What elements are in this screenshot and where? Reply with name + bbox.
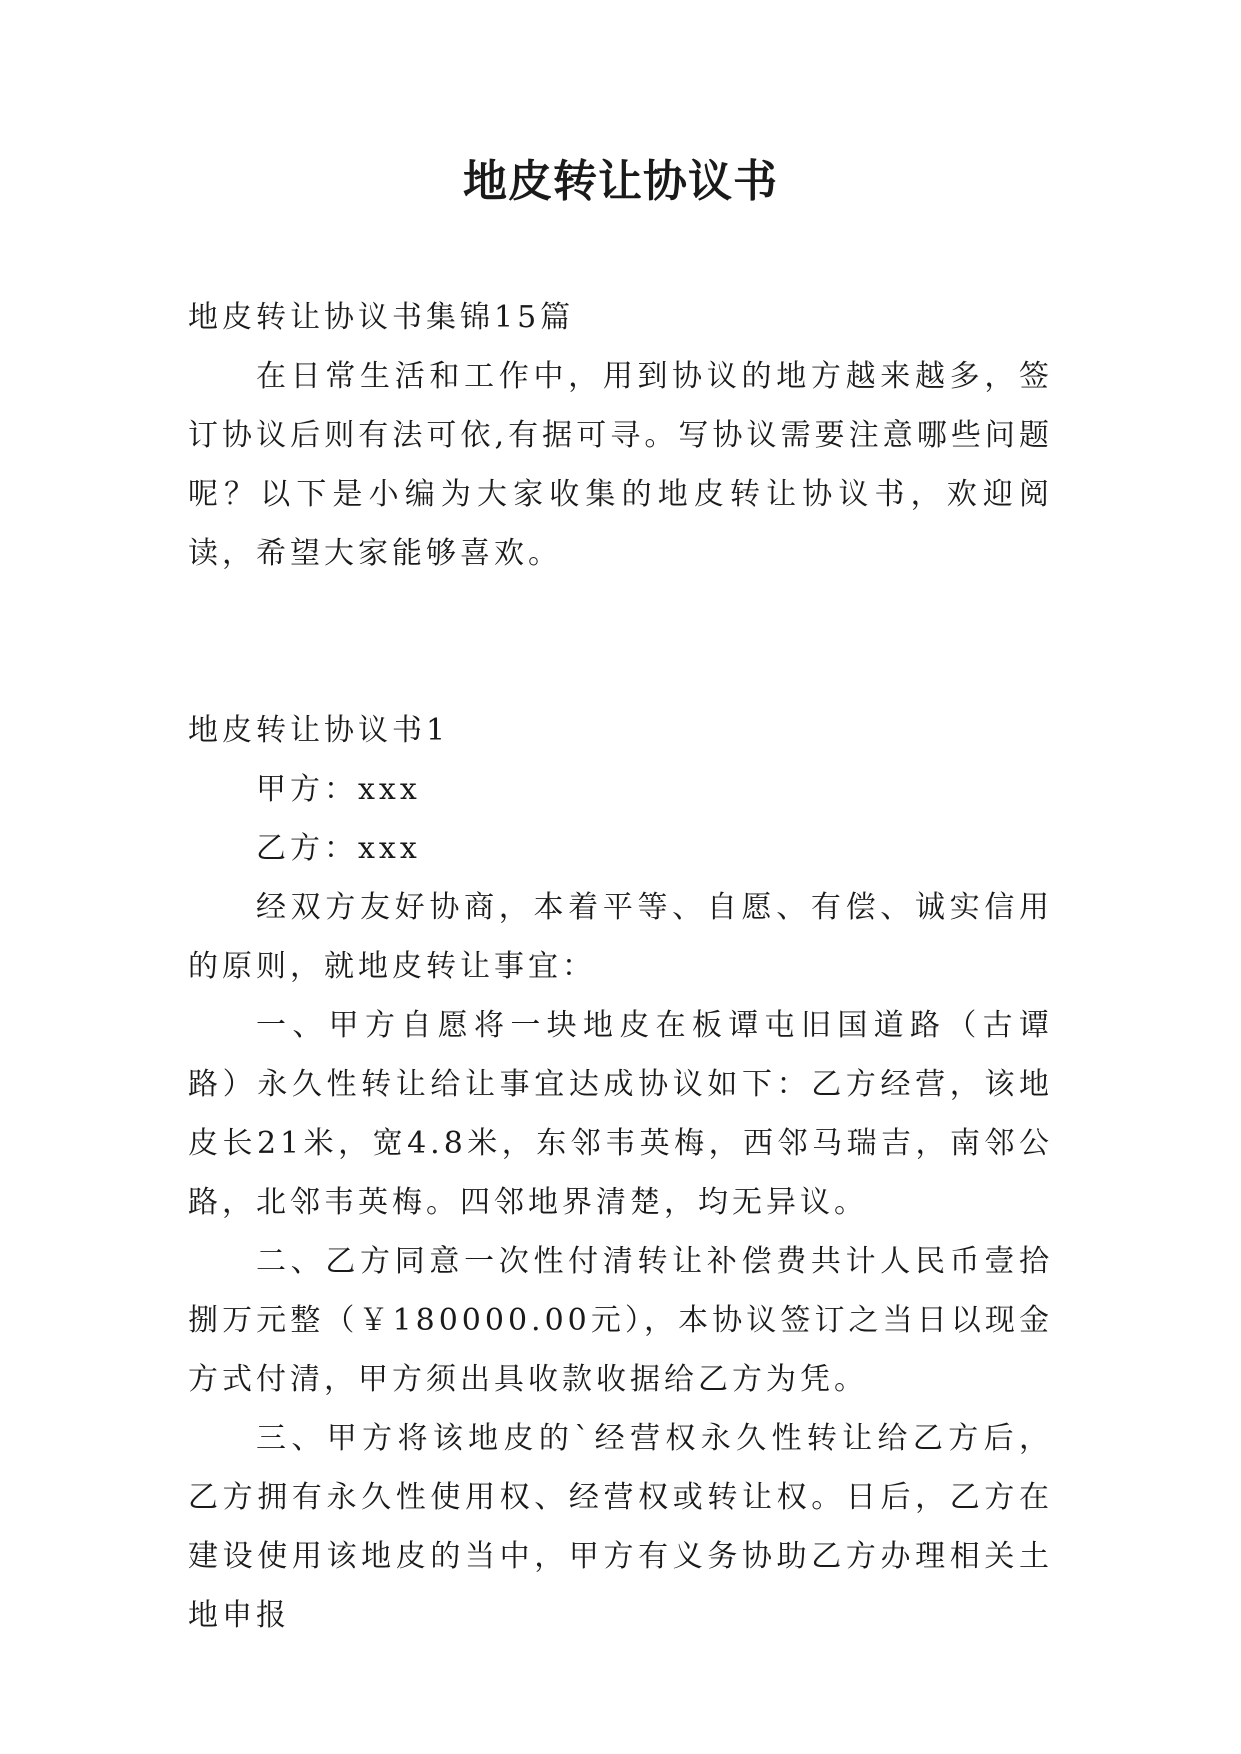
clause-1: 一、甲方自愿将一块地皮在板谭屯旧国道路（古谭路）永久性转让给让事宜达成协议如下：乙方经营，该地皮长21米，宽4.8米，东邻韦英梅，西邻马瑞吉，南邻公路，北邻韦英梅。四邻地界清楚，均无异议。 <box>188 1008 1053 1220</box>
section-spacer <box>188 583 1053 701</box>
document-title: 地皮转让协议书 <box>463 156 778 207</box>
clause-2: 二、乙方同意一次性付清转让补偿费共计人民币壹拾捌万元整（￥180000.00元），本协议签订之当日以现金方式付清，甲方须出具收款收据给乙方为凭。 <box>188 1244 1053 1397</box>
clause-3: 三、甲方将该地皮的`经营权永久性转让给乙方后，乙方拥有永久性使用权、经营权或转让权。日后，乙方在建设使用该地皮的当中，甲方有义务协助乙方办理相关土地申报 <box>188 1421 1053 1633</box>
collection-heading: 地皮转让协议书集锦15篇 <box>188 300 575 335</box>
party-a-line: 甲方：xxx <box>256 772 421 807</box>
preamble-paragraph: 经双方友好协商，本着平等、自愿、有偿、诚实信用的原则，就地皮转让事宜： <box>188 890 1053 984</box>
document-body <box>188 288 1053 1645</box>
intro-paragraph: 在日常生活和工作中，用到协议的地方越来越多，签订协议后则有法可依,有据可寻。写协议需要注意哪些问题呢？以下是小编为大家收集的地皮转让协议书，欢迎阅读，希望大家能够喜欢。 <box>188 359 1053 571</box>
section-heading: 地皮转让协议书1 <box>188 713 450 748</box>
party-b-line: 乙方：xxx <box>256 831 421 866</box>
